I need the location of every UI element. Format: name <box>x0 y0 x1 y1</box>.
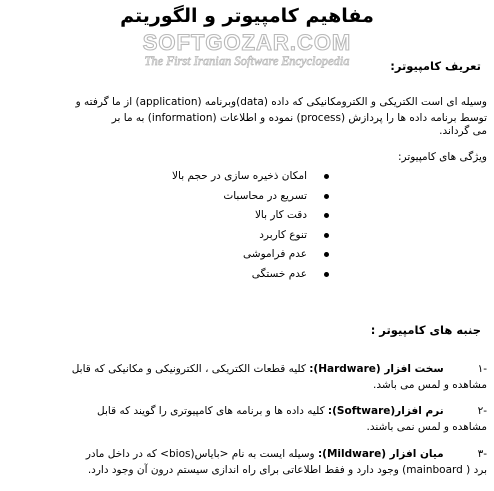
features-list <box>172 167 329 284</box>
list-item <box>172 206 329 226</box>
features-label: ویژگی های کامپیوتر: <box>397 151 487 163</box>
watermark-tagline: The First Iranian Software Encyclopedia <box>144 54 350 68</box>
bullet-icon <box>324 194 329 199</box>
item-description-cont: مشاهده و لمس می باشد. <box>373 378 487 391</box>
item-description-cont: مشاهده و لمس نمی باشند. <box>366 420 487 433</box>
item-term: سخت افزار (Hardware): <box>309 363 444 375</box>
item-description: کلیه قطعات الکتریکی ، الکترونیکی و مکانیکی که قابل <box>71 363 306 375</box>
bullet-icon <box>324 174 329 179</box>
bullet-icon <box>324 213 329 218</box>
bullet-icon <box>324 272 329 277</box>
item-number: -٢ <box>477 405 487 417</box>
definition-paragraph <box>5 95 487 140</box>
aspect-item-software <box>5 404 487 435</box>
definition-line: وسیله ای است الکتریکی و الکترومکانیکی که داده (data)وبرنامه (application) از ما گرفته و <box>75 96 487 108</box>
page-title: مفاهیم کامپیوتر و الگوریتم <box>120 5 374 27</box>
list-item <box>172 167 329 187</box>
bullet-icon <box>324 252 329 257</box>
aspect-item-hardware <box>5 362 487 393</box>
feature-text: عدم خستگی <box>251 267 307 280</box>
feature-text: امکان ذخیره سازی در حجم بالا <box>172 170 307 182</box>
feature-text: تنوع کاربرد <box>259 228 307 241</box>
list-item <box>172 187 329 207</box>
item-term: نرم افزار(Software): <box>327 405 444 417</box>
aspects-heading: جنبه های کامپیوتر : <box>370 323 481 337</box>
list-item <box>172 265 329 285</box>
definition-line: توسط برنامه داده ها را پردازش (process) نموده و اطلاعات (information) به ما بر <box>111 111 487 124</box>
item-term: میان افزار (Mildware): <box>317 448 444 460</box>
bullet-icon <box>324 233 329 238</box>
feature-text: تسریع در محاسبات <box>223 189 307 202</box>
watermark-logo: SOFTGOZAR.COM <box>142 30 352 55</box>
item-number: -٣ <box>477 448 487 460</box>
feature-text: عدم فراموشی <box>243 248 307 260</box>
item-description: کلیه داده ها و برنامه های کامپیوتری را گویند که قابل <box>97 405 325 417</box>
item-description: وسیله ایست به نام <بایاس(bios> که در داخل مادر <box>85 448 315 460</box>
definition-heading: تعریف کامپیوتر: <box>390 59 481 73</box>
list-item <box>172 226 329 246</box>
item-description-cont: برد ( mainboard) وجود دارد و فقط اطلاعاتی برای راه اندازی سیستم درون آن وجود دارد. <box>87 463 487 476</box>
definition-line: می گرداند. <box>439 125 487 137</box>
aspect-item-mildware <box>5 447 487 478</box>
feature-text: دقت کار بالا <box>254 209 307 221</box>
list-item <box>172 245 329 265</box>
item-number: -١ <box>477 363 487 375</box>
